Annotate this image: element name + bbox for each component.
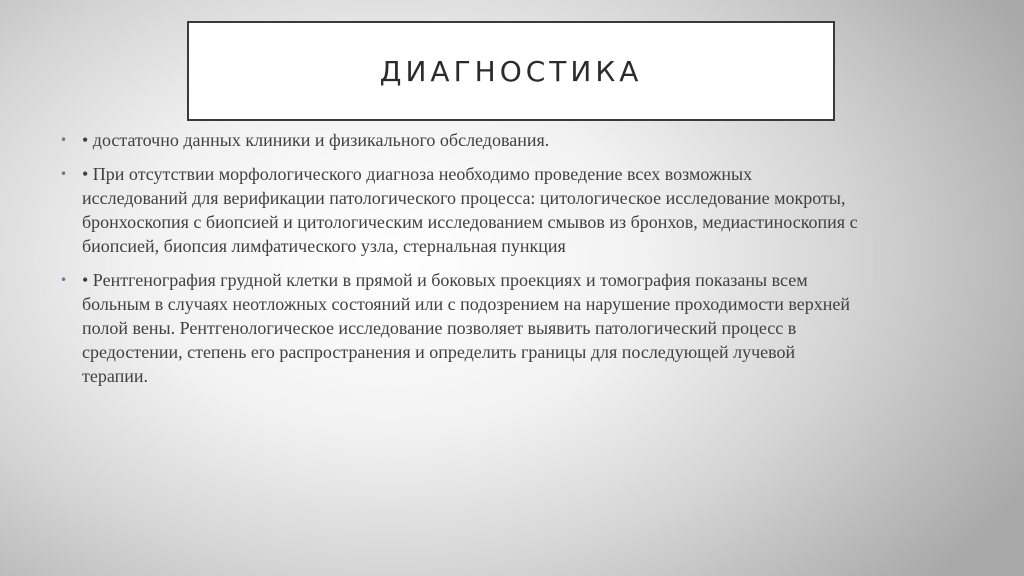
- slide-title: ДИАГНОСТИКА: [379, 54, 643, 88]
- bullet-text: • достаточно данных клиники и физикального обследования.: [82, 130, 550, 150]
- bullet-marker-icon: •: [60, 167, 68, 181]
- bullet-item: [60, 162, 860, 258]
- bullet-item: [60, 128, 860, 152]
- bullet-item: [60, 268, 860, 388]
- bullet-marker-icon: •: [60, 273, 68, 287]
- bullet-marker-icon: •: [60, 133, 68, 147]
- title-box: [187, 21, 835, 121]
- bullet-text: • При отсутствии морфологического диагноза необходимо проведение всех возможных исследований для верификации патологического процесса: цитологическое исследование мокроты, бронхоскопия с биопсией и цитологическим исследованием смывов из бронхов, медиастиноскопия с биопсией, биопсия лимфатического узла, стернальная пункция: [82, 164, 858, 256]
- bullet-text: • Рентгенография грудной клетки в прямой и боковых проекциях и томография показаны всем больным в случаях неотложных состояний или с подозрением на нарушение проходимости верхней полой вены. Рентгенологическое исследование позволяет выявить патологический процесс в средостении, степень его распространения и определить границы для последующей лучевой терапии.: [82, 270, 851, 386]
- bullet-list: [60, 128, 860, 398]
